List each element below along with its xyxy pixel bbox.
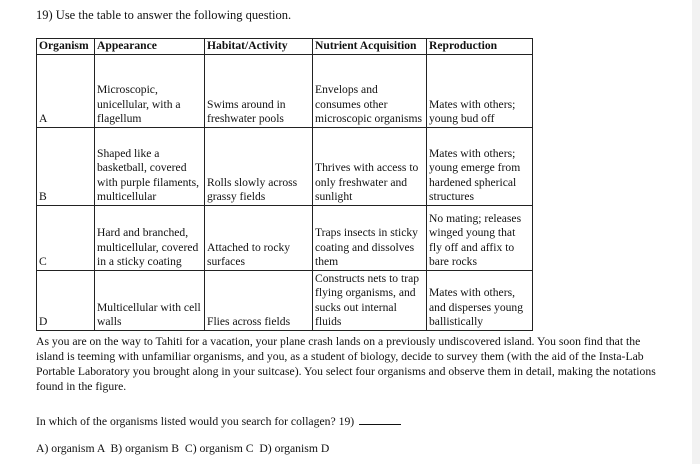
answer-blank[interactable] [359, 413, 401, 425]
cell-habitat: Attached to rocky surfaces [205, 205, 313, 270]
cell-nutrient: Thrives with access to only freshwater and sunlight [313, 127, 427, 205]
question-title: 19) Use the table to answer the following question. [36, 8, 292, 22]
table-row [37, 54, 533, 127]
cell-reproduction: Mates with others; young emerge from hardened spherical structures [427, 127, 533, 205]
header-habitat: Habitat/Activity [205, 39, 313, 55]
answer-choices: A) organism A B) organism B C) organism C D) organism D [36, 442, 330, 455]
scenario-paragraph: As you are on the way to Tahiti for a vacation, your plane crash lands on a previously undiscovered island. You soon find that the island is teeming with unfamiliar organisms, and you, as a student of biology, decide to survey them (with the aid of the Insta-Lab Portable Laboratory you brought along in your suitcase). You select four organisms and observe them in detail, making the notations found in the figure. [36, 335, 656, 393]
cell-reproduction: Mates with others, and disperses young ballistically [427, 270, 533, 330]
cell-appearance: Multicellular with cell walls [95, 270, 205, 330]
header-organism: Organism [37, 39, 95, 55]
table-header-row [37, 39, 533, 55]
cell-habitat: Flies across fields [205, 270, 313, 330]
cell-organism: A [37, 54, 95, 127]
organism-table [36, 38, 533, 331]
organism-table-container [36, 38, 533, 331]
table-row [37, 205, 533, 270]
cell-nutrient: Constructs nets to trap flying organisms, and sucks out internal fluids [313, 270, 427, 330]
cell-appearance: Shaped like a basketball, covered with purple filaments, multicellular [95, 127, 205, 205]
table-row [37, 127, 533, 205]
header-reproduction: Reproduction [427, 39, 533, 55]
table-row [37, 270, 533, 330]
cell-habitat: Swims around in freshwater pools [205, 54, 313, 127]
cell-nutrient: Traps insects in sticky coating and dissolves them [313, 205, 427, 270]
cell-organism: C [37, 205, 95, 270]
question-text: In which of the organisms listed would you search for collagen? 19) [36, 415, 355, 428]
page-scrollbar[interactable] [692, 0, 700, 464]
cell-organism: B [37, 127, 95, 205]
cell-appearance: Hard and branched, multicellular, covered in a sticky coating [95, 205, 205, 270]
cell-nutrient: Envelops and consumes other microscopic organisms [313, 54, 427, 127]
header-appearance: Appearance [95, 39, 205, 55]
header-nutrient: Nutrient Acquisition [313, 39, 427, 55]
cell-organism: D [37, 270, 95, 330]
cell-reproduction: No mating; releases winged young that fly off and affix to bare rocks [427, 205, 533, 270]
cell-habitat: Rolls slowly across grassy fields [205, 127, 313, 205]
cell-appearance: Microscopic, unicellular, with a flagellum [95, 54, 205, 127]
cell-reproduction: Mates with others; young bud off [427, 54, 533, 127]
question-line [36, 413, 401, 428]
